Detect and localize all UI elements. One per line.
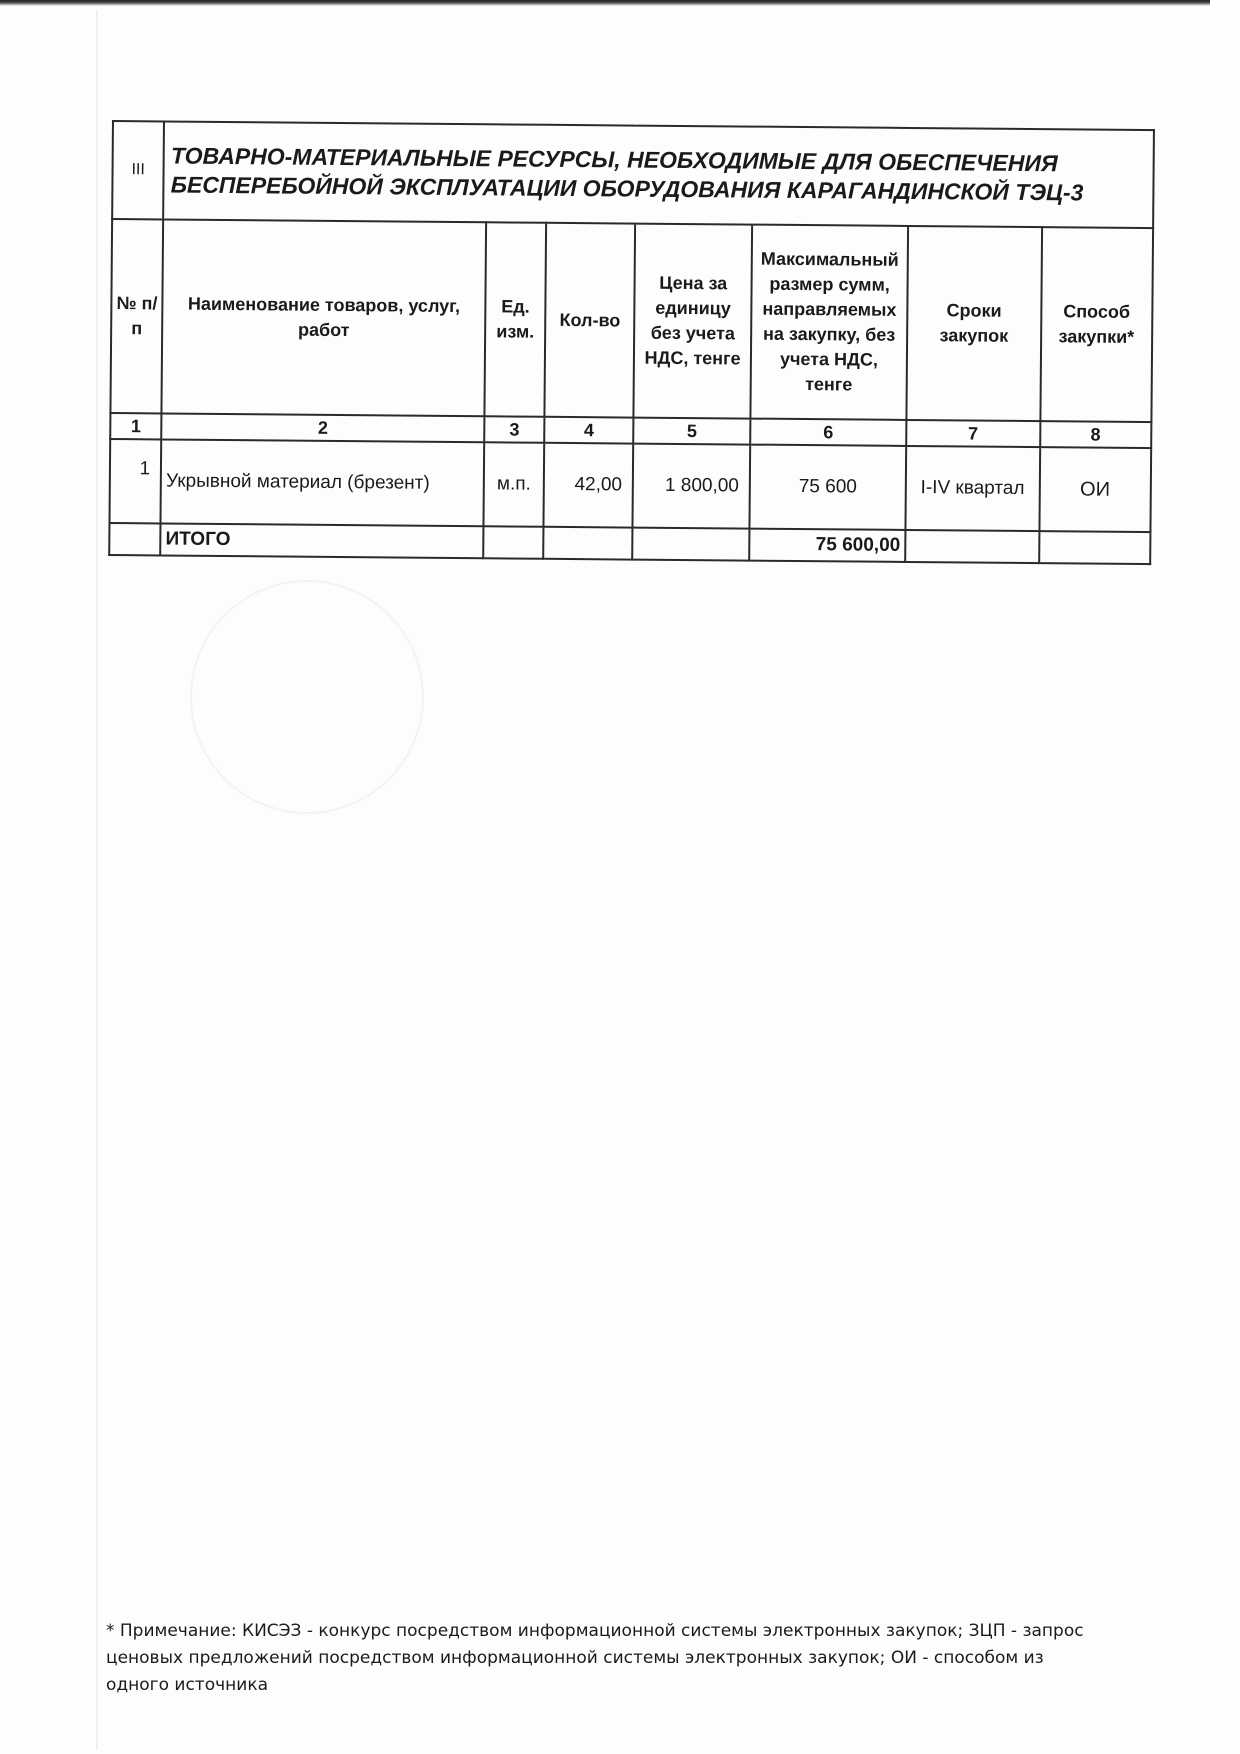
item-unit-price: 1 800,00 bbox=[633, 444, 751, 529]
total-empty-cell bbox=[905, 530, 1039, 563]
footnote bbox=[106, 1618, 1146, 1699]
column-header: Сроки закупок bbox=[906, 226, 1041, 421]
total-empty-cell bbox=[1039, 531, 1151, 564]
scan-edge bbox=[0, 0, 1210, 6]
item-max-sum: 75 600 bbox=[750, 445, 907, 530]
column-number: 2 bbox=[161, 413, 484, 442]
column-header: Цена за единицу без учета НДС, тенге bbox=[634, 224, 753, 419]
procurement-table bbox=[108, 120, 1155, 565]
column-header: Наименование товаров, услуг, работ bbox=[162, 219, 487, 416]
column-header-row bbox=[110, 219, 1153, 422]
column-number: 4 bbox=[544, 417, 633, 444]
footnote-line: одного источника bbox=[106, 1675, 268, 1695]
item-quantity: 42,00 bbox=[544, 443, 634, 528]
section-title bbox=[163, 121, 1154, 228]
column-number: 6 bbox=[750, 419, 906, 446]
column-number: 3 bbox=[484, 416, 544, 443]
item-name: Укрывной материал (брезент) bbox=[161, 439, 485, 526]
section-title-line: ТОВАРНО-МАТЕРИАЛЬНЫЕ РЕСУРСЫ, НЕОБХОДИМЫЕ ДЛЯ ОБЕСПЕЧЕНИЯ bbox=[170, 142, 1058, 177]
total-sum: 75 600,00 bbox=[749, 529, 905, 562]
column-header: Кол-во bbox=[545, 223, 636, 418]
column-number: 8 bbox=[1040, 421, 1152, 448]
footnote-line: ценовых предложений посредством информационной системы электронных закупок; ОИ - способом из bbox=[106, 1648, 1044, 1668]
scan-fold-line bbox=[96, 10, 98, 1750]
column-number: 7 bbox=[906, 420, 1040, 447]
item-procurement-term: I-IV квартал bbox=[905, 446, 1039, 531]
total-empty-cell bbox=[632, 528, 749, 561]
item-unit: м.п. bbox=[484, 442, 545, 527]
total-empty-cell bbox=[483, 526, 543, 559]
total-label: ИТОГО bbox=[160, 523, 483, 558]
row-number: 1 bbox=[109, 439, 161, 523]
column-header: Ед. изм. bbox=[484, 222, 546, 417]
column-header: Способ закупки* bbox=[1040, 227, 1153, 422]
section-title-line: БЕСПЕРЕБОЙНОЙ ЭКСПЛУАТАЦИИ ОБОРУДОВАНИЯ КАРАГАНДИНСКОЙ ТЭЦ-3 bbox=[170, 171, 1084, 206]
table-row bbox=[109, 439, 1151, 532]
column-header: № п/п bbox=[110, 219, 163, 413]
faded-stamp-mark bbox=[190, 580, 424, 814]
item-procurement-method: ОИ bbox=[1039, 447, 1151, 532]
total-empty-cell bbox=[543, 527, 632, 560]
column-header: Максимальный размер сумм, направляемых на закупку, без учета НДС, тенге bbox=[751, 225, 909, 420]
section-header-row bbox=[112, 121, 1154, 228]
column-number: 5 bbox=[633, 418, 750, 445]
column-number: 1 bbox=[110, 413, 161, 439]
total-empty-cell bbox=[109, 523, 160, 555]
footnote-line: * Примечание: КИСЭЗ - конкурс посредством информационной системы электронных закупок; ЗЦП - запрос bbox=[106, 1621, 1084, 1641]
section-number: III bbox=[112, 121, 164, 219]
